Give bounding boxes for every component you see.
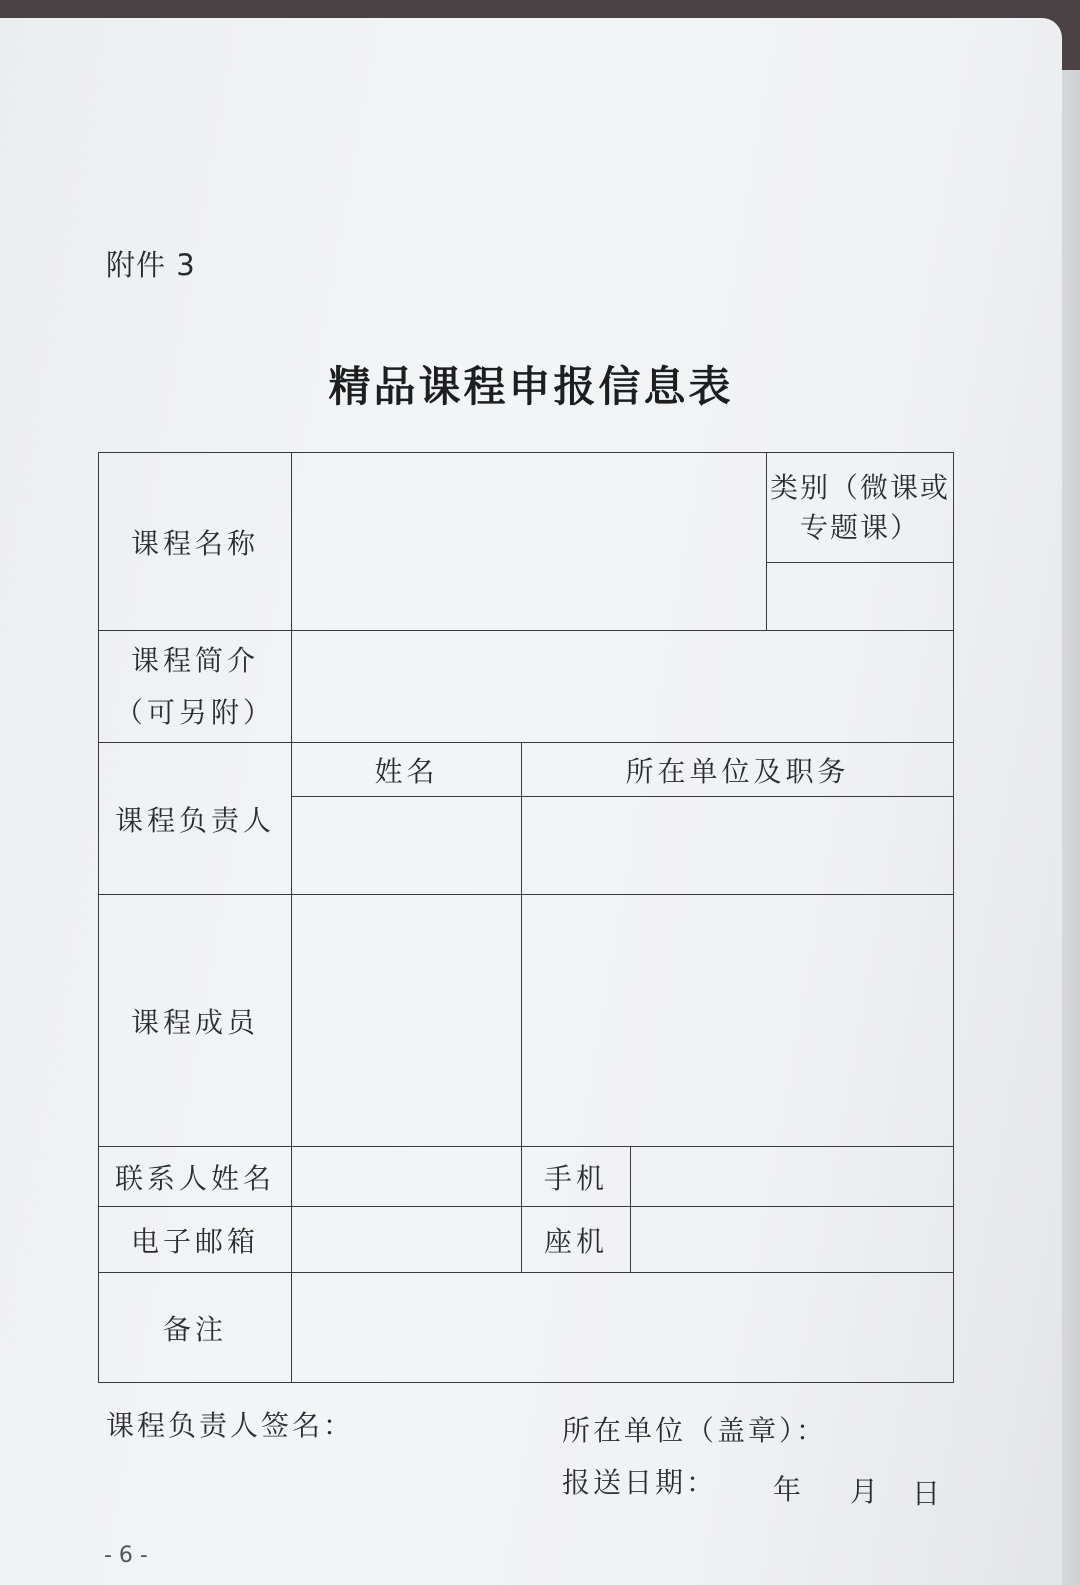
category-label-line2: 专题课）: [800, 510, 921, 544]
course-name-label: 课程名称: [99, 453, 292, 631]
category-label: [767, 453, 954, 563]
attachment-label: 附件 3: [106, 248, 196, 282]
leader-unit-field[interactable]: [522, 797, 954, 895]
name-header: 姓名: [292, 743, 522, 797]
page-number: - 6 -: [104, 1543, 148, 1568]
category-label-line1: 类别（微课或: [770, 470, 951, 504]
course-intro-label: [99, 631, 292, 743]
unit-title-header: 所在单位及职务: [522, 743, 954, 797]
contact-name-label: 联系人姓名: [99, 1147, 292, 1207]
remarks-label: 备注: [99, 1273, 292, 1383]
course-leader-label: 课程负责人: [99, 743, 292, 895]
landline-label: 座机: [522, 1207, 631, 1273]
email-field[interactable]: [292, 1207, 522, 1273]
mobile-field[interactable]: [631, 1147, 954, 1207]
submission-date-label: 报送日期：: [562, 1466, 718, 1499]
application-form-table: [98, 452, 954, 1383]
members-unit-field[interactable]: [522, 895, 954, 1147]
course-members-label: 课程成员: [99, 895, 292, 1147]
email-label: 电子邮箱: [99, 1207, 292, 1273]
members-name-field[interactable]: [292, 895, 522, 1147]
form-title: 精品课程申报信息表: [328, 362, 734, 411]
unit-seal-label: 所在单位（盖章）：: [562, 1414, 828, 1447]
landline-field[interactable]: [631, 1207, 954, 1273]
date-day: 日: [912, 1477, 944, 1510]
course-intro-field[interactable]: [292, 631, 954, 743]
signature-label: 课程负责人签名：: [106, 1409, 355, 1442]
date-year: 年: [773, 1473, 805, 1506]
mobile-label: 手机: [522, 1147, 631, 1207]
leader-name-field[interactable]: [292, 797, 522, 895]
intro-label-line2: （可另附）: [114, 695, 275, 729]
intro-label-line1: 课程简介: [130, 643, 259, 677]
course-name-field[interactable]: [292, 453, 767, 631]
remarks-field[interactable]: [292, 1273, 954, 1383]
category-field[interactable]: [767, 563, 954, 631]
date-month: 月: [850, 1475, 882, 1508]
contact-name-field[interactable]: [292, 1147, 522, 1207]
page-edge: [1062, 70, 1080, 1585]
